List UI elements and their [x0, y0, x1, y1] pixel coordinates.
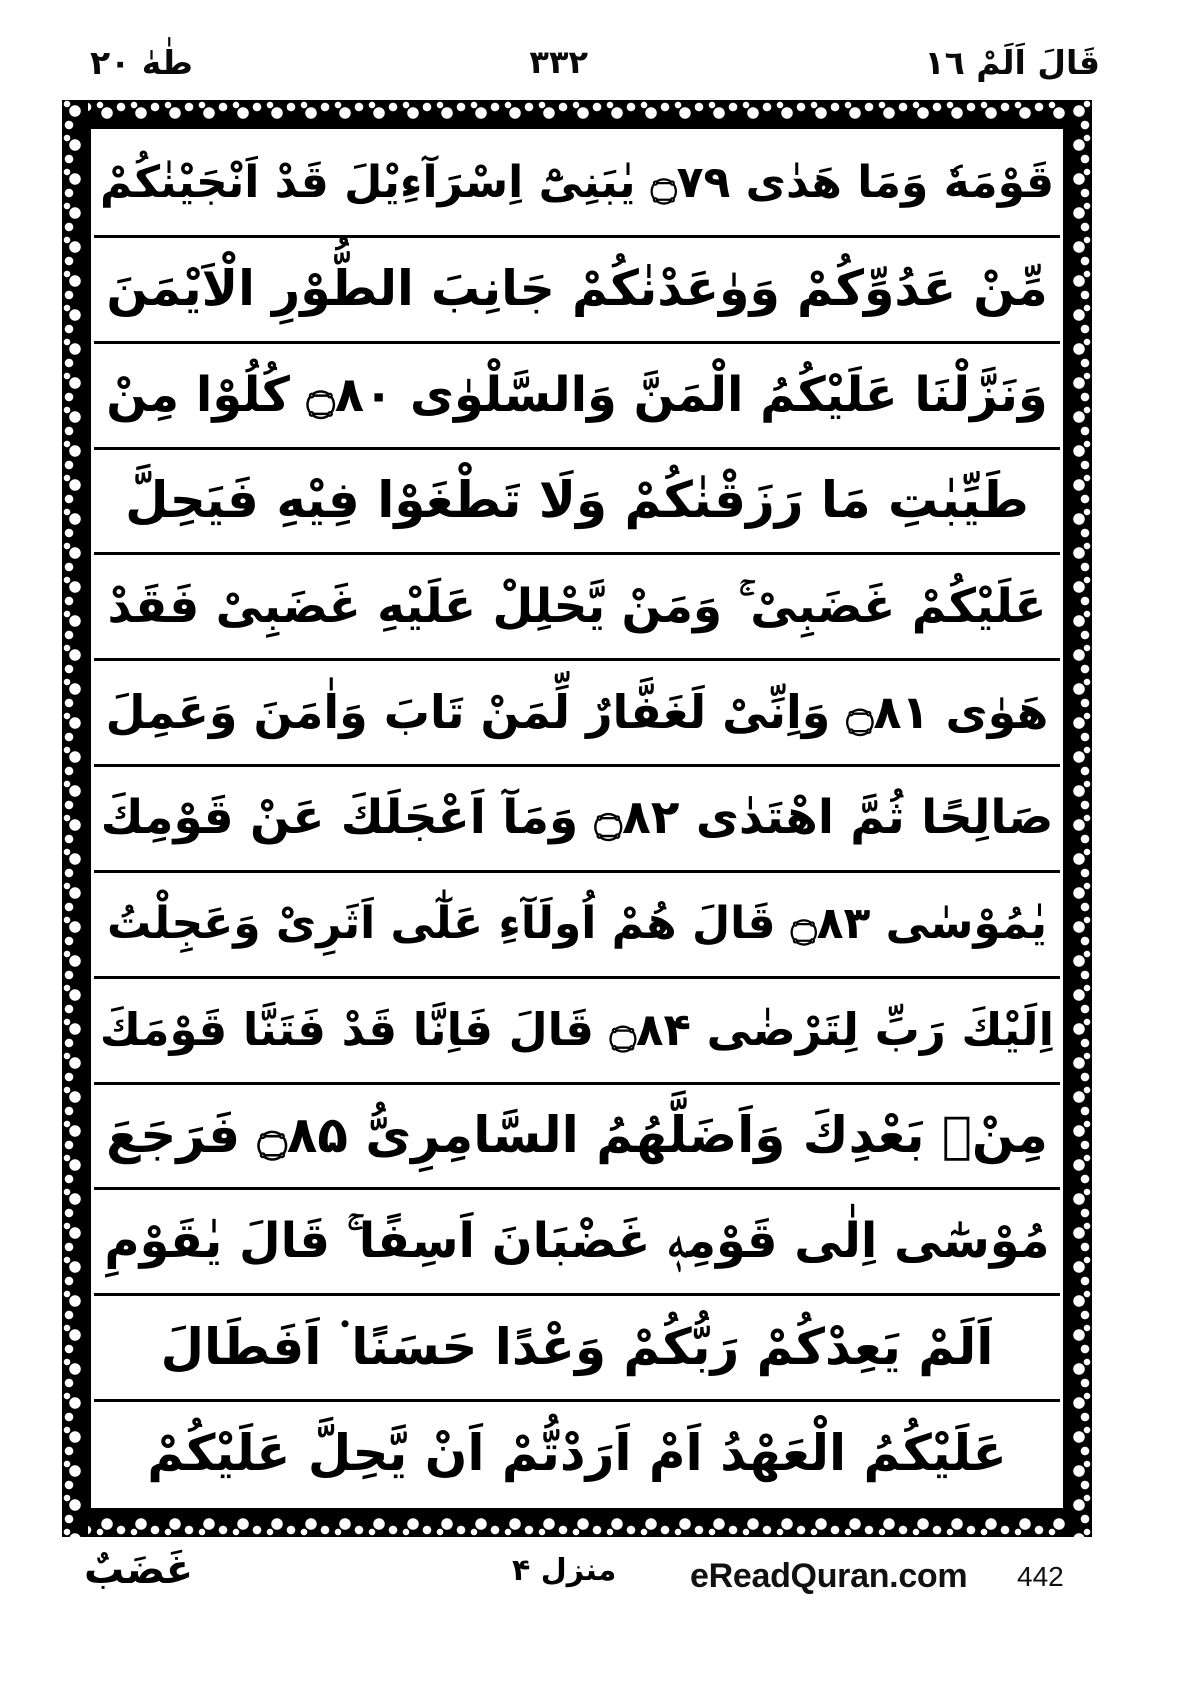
ayah-line — [94, 979, 1060, 1085]
ayah-line — [94, 1085, 1060, 1191]
page-number-arabic: ٣٣٢ — [529, 43, 588, 81]
ayah-line — [94, 873, 1060, 979]
ayah-line-text: طَيِّبٰتِ مَا رَزَقْنٰكُمْ وَلَا تَطْغَوْا فِيْهِ فَيَحِلَّ — [125, 471, 1029, 530]
ayah-line — [94, 450, 1060, 556]
ayah-line-text: مِنْۢ بَعْدِكَ وَاَضَلَّهُمُ السَّامِرِىُّ ۝۸۵ فَرَجَعَ — [106, 1106, 1048, 1165]
ayah-line — [94, 1190, 1060, 1296]
ayah-line — [94, 238, 1060, 344]
ayah-line-text: مِّنْ عَدُوِّكُمْ وَوٰعَدْنٰكُمْ جَانِبَ الطُّوْرِ الْاَيْمَنَ — [106, 260, 1048, 318]
ayah-line — [94, 132, 1060, 238]
page-header — [48, 34, 1142, 90]
juz-label: قَالَ اَلَمْ ١٦ — [924, 42, 1100, 82]
ayah-line-text: عَلَيْكُمُ الْعَهْدُ اَمْ اَرَدْتُّمْ اَنْ يَّحِلَّ عَلَيْكُمْ — [147, 1423, 1007, 1482]
quran-text-block — [94, 132, 1060, 1505]
ayah-line-text: صَالِحًا ثُمَّ اهْتَدٰى ۝۸۲ وَمَآ اَعْجَلَكَ عَنْ قَوْمِكَ — [100, 790, 1054, 846]
ayah-line-text: اَلَمْ يَعِدْكُمْ رَبُّكُمْ وَعْدًا حَسَنًا ۬ اَفَطَالَ — [160, 1317, 994, 1376]
ornament-band-top-icon — [62, 100, 1092, 126]
ornament-band-right-icon — [1066, 100, 1092, 1537]
ayah-line-text: هَوٰى ۝۸۱ وَاِنِّىْ لَغَفَّارٌ لِّمَنْ تَابَ وَاٰمَنَ وَعَمِلَ — [105, 685, 1049, 740]
ayah-line — [94, 767, 1060, 873]
mushaf-frame — [62, 100, 1092, 1537]
ornament-band-left-icon — [62, 100, 88, 1537]
ayah-line-text: مُوْسٰٓى اِلٰى قَوْمِهٖ غَضْبَانَ اَسِفًا ۚ قَالَ يٰقَوْمِ — [104, 1213, 1050, 1270]
ayah-line-text: قَوْمَهٗ وَمَا هَدٰى ۝۷۹ يٰبَنِىْٓ اِسْرَآءِيْلَ قَدْ اَنْجَيْنٰكُمْ — [99, 157, 1054, 209]
catchword: غَضَبٌ — [84, 1547, 194, 1593]
ayah-line-text: وَنَزَّلْنَا عَلَيْكُمُ الْمَنَّ وَالسَّلْوٰى ۝۸۰ كُلُوْا مِنْ — [106, 366, 1048, 423]
ayah-line — [94, 1402, 1060, 1505]
ornament-band-bottom-icon — [62, 1511, 1092, 1537]
ayah-line-text: عَلَيْكُمْ غَضَبِىْ ۚ وَمَنْ يَّحْلِلْ عَلَيْهِ غَضَبِىْ فَقَدْ — [107, 578, 1047, 634]
page-footer — [62, 1545, 1092, 1635]
ayah-line-text: اِلَيْكَ رَبِّ لِتَرْضٰى ۝۸۴ قَالَ فَاِنَّا قَدْ فَتَنَّا قَوْمَكَ — [99, 1003, 1054, 1057]
site-brand: eReadQuran.com — [690, 1557, 968, 1595]
page-number: 442 — [1017, 1561, 1064, 1592]
ayah-line — [94, 1296, 1060, 1402]
ayah-line — [94, 344, 1060, 450]
surah-label: طٰهٰ ٢٠ — [90, 42, 193, 82]
manzil-label: منزل ۴ — [512, 1553, 617, 1588]
ayah-line-text: يٰمُوْسٰى ۝۸۳ قَالَ هُمْ اُولَآءِ عَلٰٓى اَثَرِىْ وَعَجِلْتُ — [106, 898, 1048, 950]
ayah-line — [94, 661, 1060, 767]
ayah-line — [94, 555, 1060, 661]
